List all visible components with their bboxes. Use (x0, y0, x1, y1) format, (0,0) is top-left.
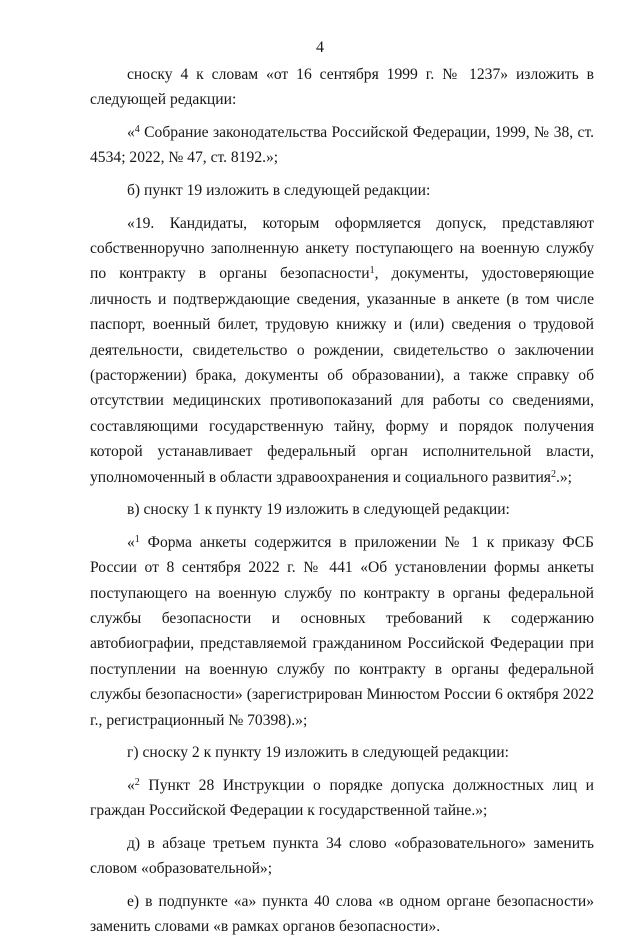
page-number: 4 (316, 39, 324, 56)
paragraph-footnote-4-intro (90, 62, 594, 113)
text-run: .»; (555, 468, 573, 486)
text-run: д) в абзаце третьем пункта 34 слово «образовательного» заменить словом «образовательной»; (90, 834, 594, 878)
footnote-marker: 2 (134, 776, 140, 788)
paragraph-point-19 (90, 211, 594, 490)
text-run: Форма анкеты содержится в приложении № 1 к приказу ФСБ России от 8 сентября 2022 г. № 441 «Об установлении формы анкеты поступающего на военную службу по контракту в органы федеральной службы безопасности и основных требований к содержанию автобиографии, представляемой гражданином Российской Федерации при поступлении на военную службу по контракту в органы федеральной службы безопасности» (зарегистрирован Минюстом России 6 октября 2022 г., регистрационный № 70398).»; (90, 533, 594, 729)
text-run: в) сноску 1 к пункту 19 изложить в следующей редакции: (127, 501, 510, 519)
footnote-marker: 1 (134, 533, 140, 545)
text-run: , документы, удостоверяющие личность и подтверждающие сведения, указанные в анкете (в том числе паспорт, военный билет, трудовую книжку и (или) сведения о трудовой деятельности, свидетельство о рождении, свидетельство о заключении (расторжении) брака, документы об образовании), а также справку об отсутствии медицинских противопоказаний для работы со сведениями, составляющими государственную тайну, форму и порядок получения которой устанавливает федеральный орган исполнительной власти, уполномоченный в области здравоохранения и социального развития (90, 265, 595, 486)
text-run: Пункт 28 Инструкции о порядке допуска должностных лиц и граждан Российской Федерации к государственной тайне.»; (90, 776, 594, 820)
text-run: « (127, 776, 135, 794)
text-run: г) сноску 2 к пункту 19 изложить в следующей редакции: (127, 744, 509, 762)
text-run: Собрание законодательства Российской Федерации, 1999, № 38, ст. 4534; 2022, № 47, ст. 8192.»; (90, 124, 594, 167)
paragraph-item-v (90, 497, 594, 522)
footnote-marker: 4 (134, 124, 140, 135)
footnote-marker: 1 (369, 265, 375, 277)
document-body (90, 62, 594, 940)
paragraph-item-e (90, 889, 594, 940)
paragraph-footnote-2-text (90, 773, 594, 824)
text-run: сноску 4 к словам «от 16 сентября 1999 г. № 1237» изложить в следующей редакции: (90, 66, 594, 109)
text-run: « (127, 124, 135, 141)
text-run: « (127, 533, 135, 551)
text-run: «19. Кандидаты, которым оформляется допуск, представляют собственноручно заполненную анкету поступающего на военную службу по контракту в органы безопасности (90, 214, 594, 283)
text-run: б) пункт 19 изложить в следующей редакции: (127, 182, 431, 199)
text-run: е) в подпункте «а» пункта 40 слова «в одном органе безопасности» заменить словами «в рамках органов безопасности». (90, 892, 594, 936)
paragraph-footnote-1-text (90, 530, 594, 733)
paragraph-item-d (90, 831, 594, 882)
footnote-marker: 2 (550, 468, 556, 480)
paragraph-item-g (90, 740, 594, 765)
paragraph-item-b (90, 178, 594, 203)
paragraph-footnote-4-text (90, 120, 594, 171)
